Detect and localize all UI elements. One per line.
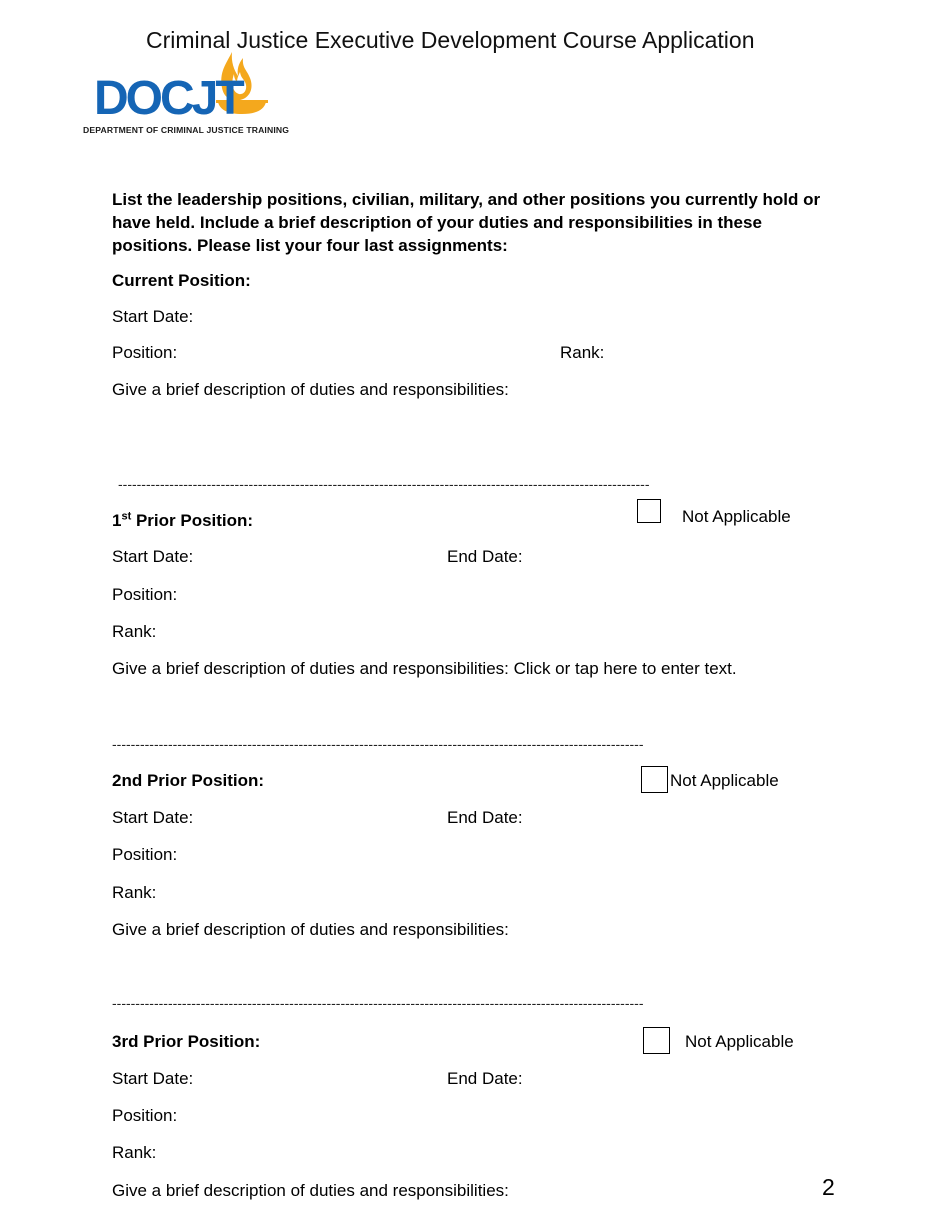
prior1-position-label: Position: xyxy=(112,585,178,604)
prior1-description-label: Give a brief description of duties and responsibilities: xyxy=(112,659,509,678)
prior3-end-date-label: End Date: xyxy=(447,1069,523,1088)
prior2-start-date-label: Start Date: xyxy=(112,808,194,827)
prior1-start-date-label: Start Date: xyxy=(112,547,194,566)
prior1-description-field[interactable]: Click or tap here to enter text. xyxy=(513,659,737,678)
prior1-heading-rest: Prior Position: xyxy=(131,511,254,530)
prior2-rank-label: Rank: xyxy=(112,883,157,902)
instructions-text: List the leadership positions, civilian, military, and other positions you currently hold or have held. Include a brief description of your duties and responsibilities in these positions. Please list your four last assignments: xyxy=(112,190,821,255)
prior1-heading-ordinal: 1 xyxy=(112,511,122,530)
page-number: 2 xyxy=(822,1174,835,1200)
prior1-heading-sup: st xyxy=(121,510,132,523)
logo-wordmark: DOCJT xyxy=(94,72,242,124)
prior1-rank-label: Rank: xyxy=(112,622,157,641)
section-divider: ------------------------------------------------------------------------------------------------------------------ xyxy=(112,736,644,752)
prior2-heading: 2nd Prior Position: xyxy=(112,771,265,790)
prior2-end-date-label: End Date: xyxy=(447,808,523,827)
prior1-heading xyxy=(112,511,253,531)
prior1-description-row xyxy=(112,659,737,679)
prior3-position-label: Position: xyxy=(112,1106,178,1125)
prior2-position-label: Position: xyxy=(112,845,178,864)
prior2-not-applicable-label: Not Applicable xyxy=(670,771,779,790)
docjt-logo-graphic xyxy=(82,44,282,124)
docjt-logo xyxy=(82,44,290,139)
prior3-start-date-label: Start Date: xyxy=(112,1069,194,1088)
current-rank-label: Rank: xyxy=(560,343,605,362)
prior2-not-applicable-checkbox[interactable] xyxy=(641,766,668,793)
prior3-rank-label: Rank: xyxy=(112,1143,157,1162)
prior1-end-date-label: End Date: xyxy=(447,547,523,566)
prior2-description-label: Give a brief description of duties and responsibilities: xyxy=(112,920,509,939)
section-divider: ------------------------------------------------------------------------------------------------------------------ xyxy=(118,476,650,492)
prior3-heading: 3rd Prior Position: xyxy=(112,1032,261,1051)
prior3-not-applicable-checkbox[interactable] xyxy=(643,1027,670,1054)
current-position-label: Position: xyxy=(112,343,178,362)
prior1-not-applicable-label: Not Applicable xyxy=(682,507,791,526)
prior3-not-applicable-label: Not Applicable xyxy=(685,1032,794,1051)
prior1-not-applicable-checkbox[interactable] xyxy=(637,499,661,523)
current-start-date-label: Start Date: xyxy=(112,307,194,326)
logo-subtitle: DEPARTMENT OF CRIMINAL JUSTICE TRAINING xyxy=(83,125,290,135)
page-title: Criminal Justice Executive Development Course Application xyxy=(146,27,755,53)
current-description-label: Give a brief description of duties and responsibilities: xyxy=(112,380,509,399)
prior3-description-label: Give a brief description of duties and responsibilities: xyxy=(112,1181,509,1200)
current-position-heading: Current Position: xyxy=(112,271,251,290)
section-divider: ------------------------------------------------------------------------------------------------------------------ xyxy=(112,995,644,1011)
